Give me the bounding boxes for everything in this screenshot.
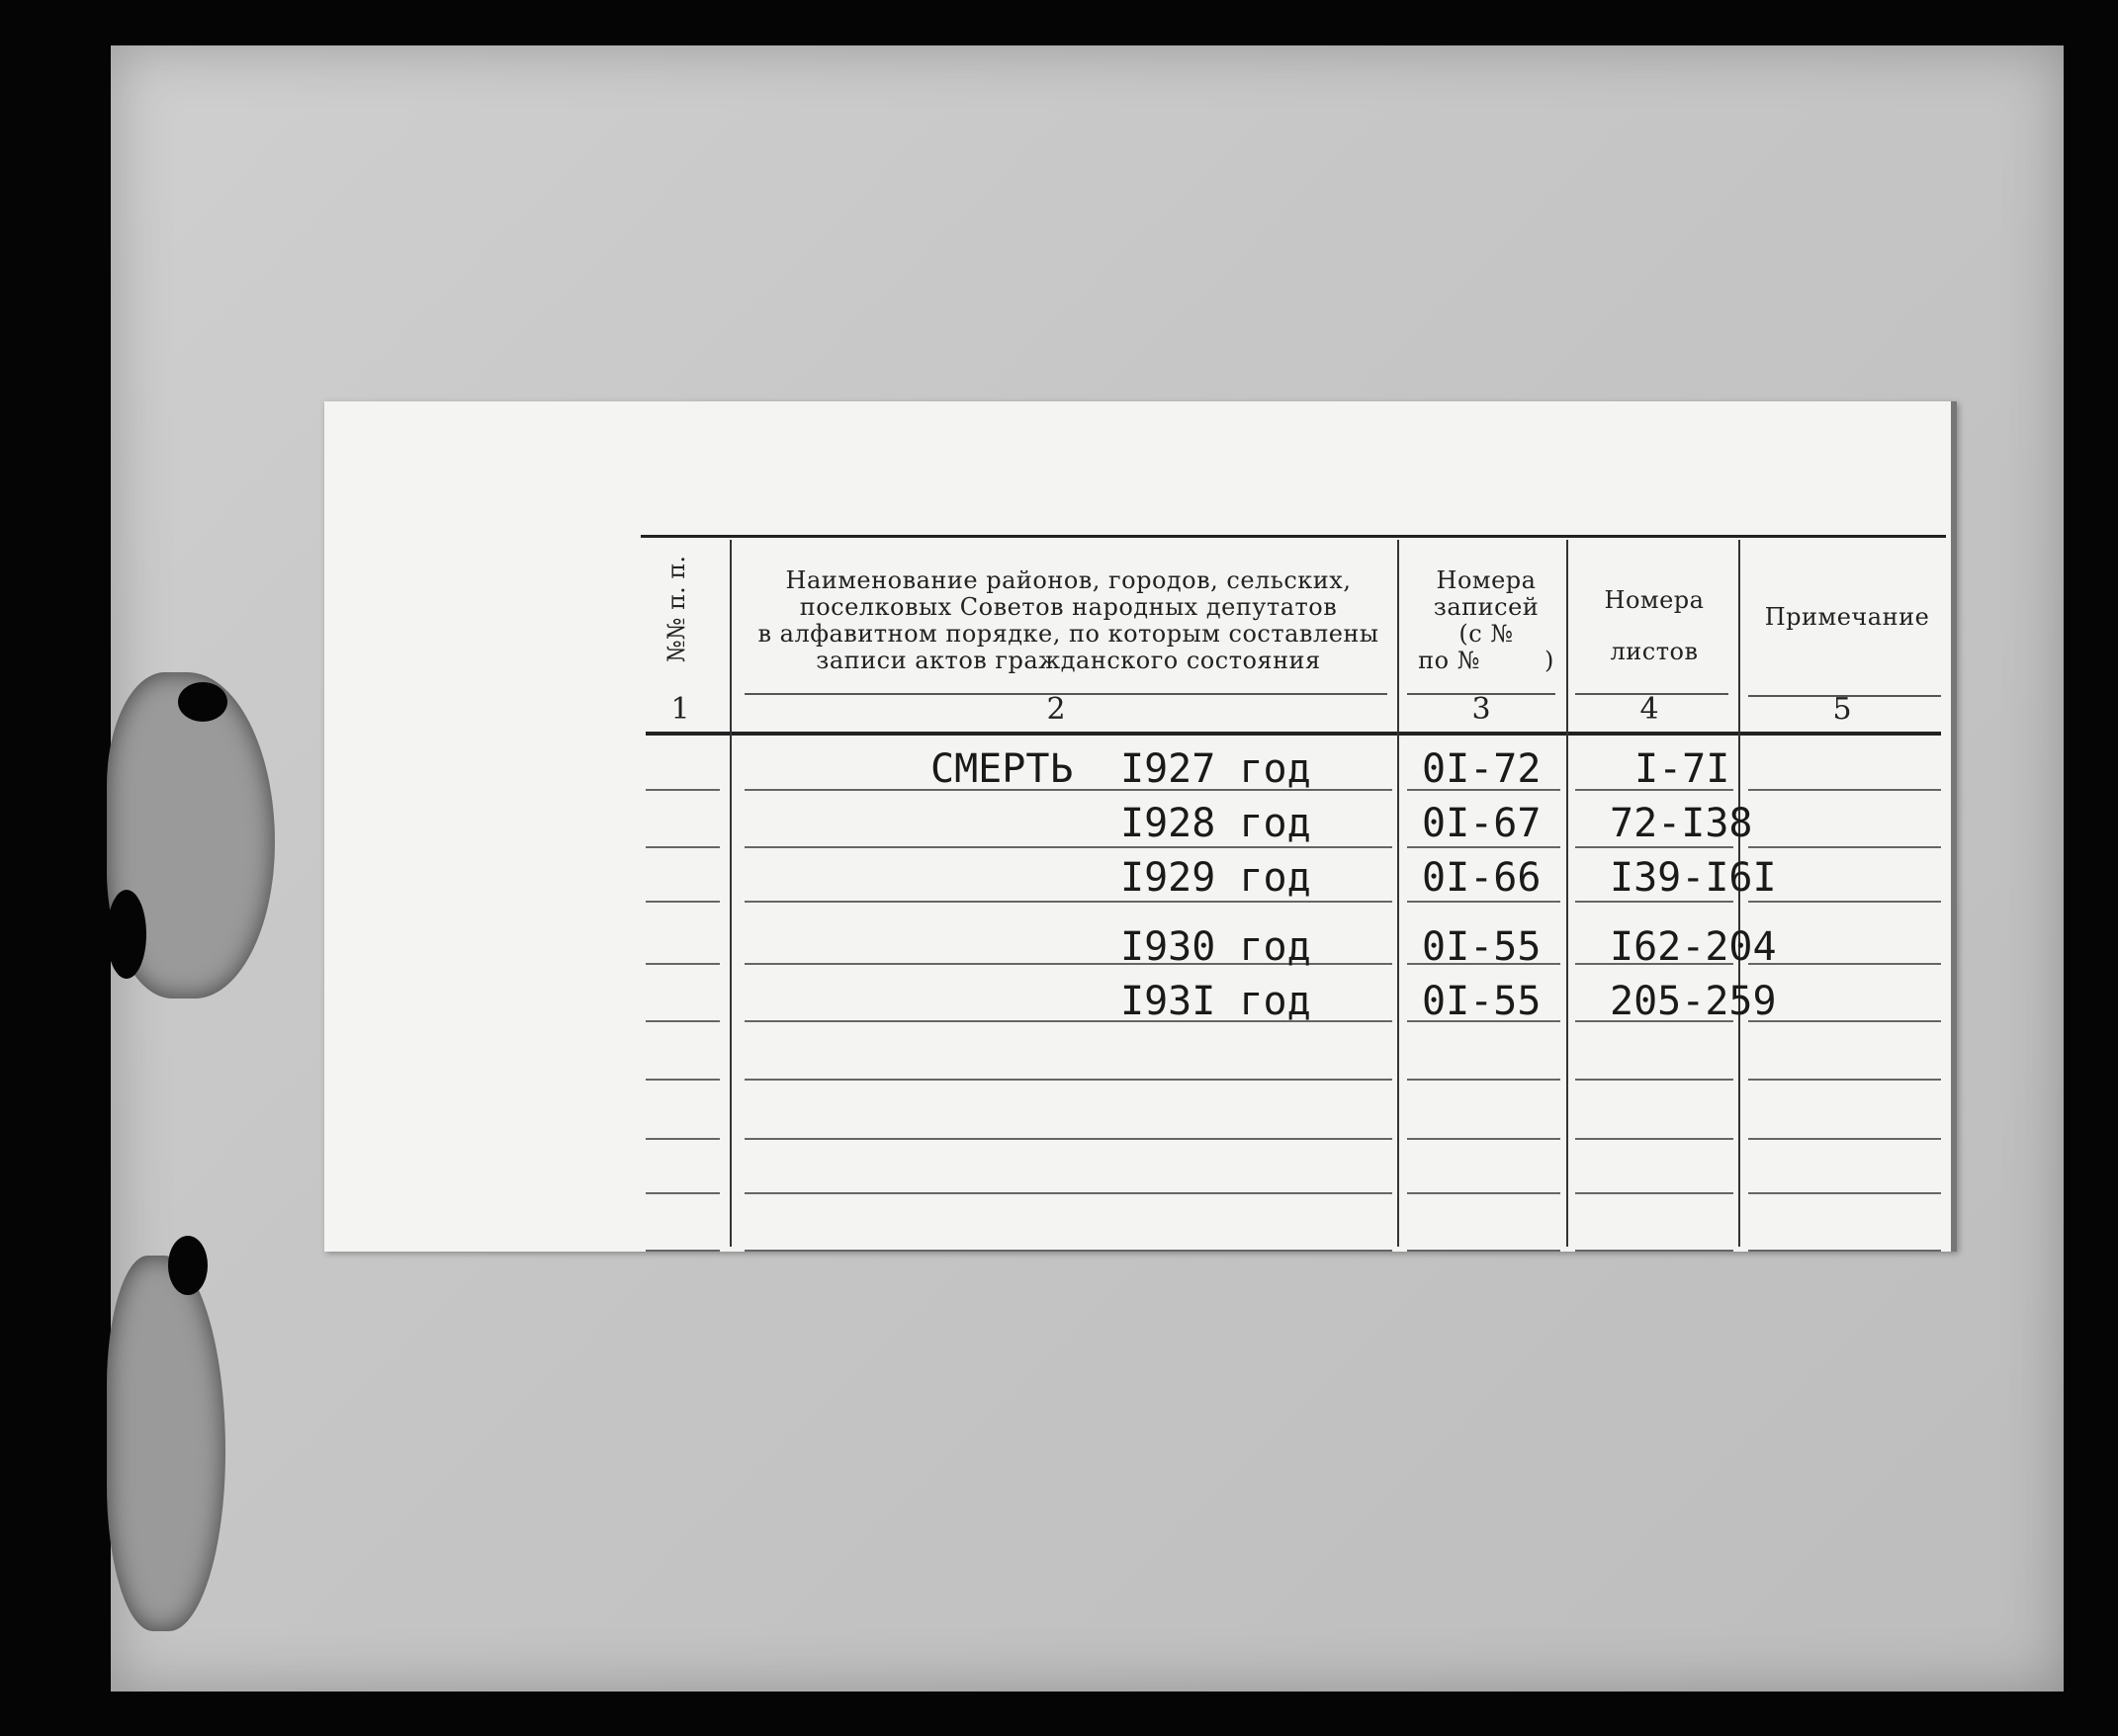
column-number: 5 — [1832, 692, 1852, 727]
row-year: I929 год — [1120, 855, 1311, 901]
ruled-line — [1748, 1138, 1941, 1140]
column-divider — [1397, 540, 1399, 1247]
column-number: 2 — [1046, 692, 1066, 727]
ruled-line — [745, 1192, 1392, 1194]
row-sheets: I-7I — [1634, 746, 1730, 792]
ruled-line — [1748, 963, 1941, 965]
ruled-line — [646, 901, 720, 903]
row-records: 0I-55 — [1422, 924, 1542, 970]
header-col5: Примечание — [1764, 603, 1930, 631]
torn-hole — [178, 682, 227, 722]
ruled-line — [646, 1079, 720, 1081]
column-number: 1 — [670, 692, 690, 727]
ruled-line — [1407, 1250, 1560, 1252]
column-number: 4 — [1639, 692, 1659, 727]
ruled-line — [646, 1192, 720, 1194]
ruled-line — [646, 1020, 720, 1022]
ruled-line — [1748, 901, 1941, 903]
row-records: 0I-72 — [1422, 746, 1542, 792]
header-col2: Наименование районов, городов, сельских, поселковых Советов народных депутатов в алфавитном порядке, по которым составлены записи актов гражданского состояния — [757, 566, 1379, 674]
ruled-line — [1748, 1020, 1941, 1022]
ruled-line — [1575, 1079, 1733, 1081]
ruled-line — [646, 963, 720, 965]
ruled-line — [1407, 901, 1560, 903]
row-sheets: I39-I6I — [1610, 855, 1777, 901]
ruled-line — [1407, 1192, 1560, 1194]
ruled-line — [1575, 901, 1733, 903]
ruled-line — [1575, 1138, 1733, 1140]
ruled-line — [1748, 789, 1941, 791]
ruled-line — [1407, 846, 1560, 848]
ruled-line — [646, 846, 720, 848]
ruled-line — [1575, 1192, 1733, 1194]
column-number: 3 — [1471, 692, 1491, 727]
ruled-line — [745, 901, 1392, 903]
row-year: I930 год — [1120, 924, 1311, 970]
ruled-line — [646, 1250, 720, 1252]
ruled-line — [1748, 1079, 1941, 1081]
ruled-line — [745, 846, 1392, 848]
row-sheets: I62-204 — [1610, 924, 1777, 970]
torn-hole — [107, 890, 146, 979]
row-sheets: 205-259 — [1610, 979, 1777, 1024]
header-col1: №№ п. п. — [662, 556, 690, 662]
ruled-line — [1407, 1138, 1560, 1140]
ruled-line — [1575, 1250, 1733, 1252]
ruled-line — [745, 1138, 1392, 1140]
ruled-line — [745, 1250, 1392, 1252]
row-year: I927 год — [1120, 746, 1311, 792]
row-sheets: 72-I38 — [1610, 801, 1753, 846]
ruled-line — [646, 1138, 720, 1140]
row-records: 0I-66 — [1422, 855, 1542, 901]
row-year: I928 год — [1120, 801, 1311, 846]
ruled-line — [1748, 1250, 1941, 1252]
column-divider — [730, 540, 732, 1247]
header-bottom-rule — [646, 732, 1941, 736]
record-category: СМЕРТЬ — [930, 746, 1074, 792]
ruled-line — [1407, 1079, 1560, 1081]
table-top-rule — [641, 535, 1946, 538]
torn-hole — [168, 1236, 208, 1295]
row-records: 0I-67 — [1422, 801, 1542, 846]
row-year: I93I год — [1120, 979, 1311, 1024]
row-records: 0I-55 — [1422, 979, 1542, 1024]
ruled-line — [1748, 846, 1941, 848]
header-col3: Номера записей (с № по № ) — [1418, 566, 1554, 674]
ruled-line — [745, 1079, 1392, 1081]
register-card — [324, 401, 1957, 1252]
ruled-line — [1575, 846, 1733, 848]
ruled-line — [646, 789, 720, 791]
ruled-line — [1748, 1192, 1941, 1194]
header-col4: Номера листов — [1604, 586, 1705, 665]
